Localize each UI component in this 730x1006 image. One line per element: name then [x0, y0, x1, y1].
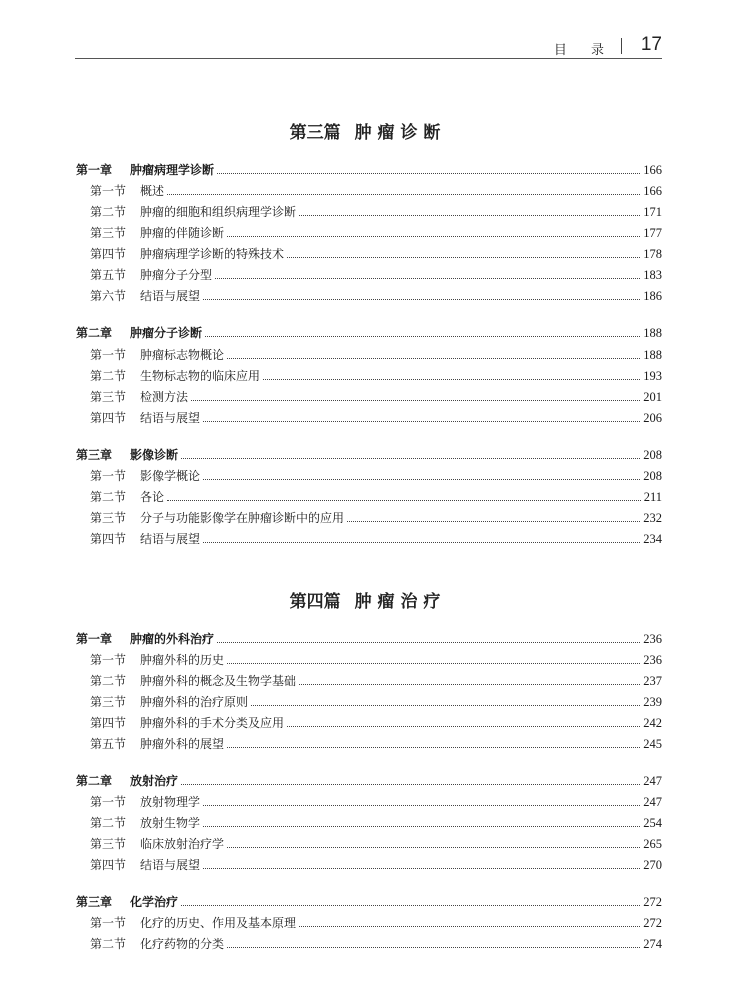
chapter-number: 第二章	[76, 326, 113, 340]
section-number: 第六节	[90, 289, 127, 303]
section-title: 生物标志物的临床应用	[140, 369, 261, 383]
section-title: 各论	[140, 490, 165, 504]
dot-leader	[263, 379, 640, 380]
page-number: 245	[643, 737, 662, 751]
section-title: 化疗的历史、作用及基本原理	[140, 916, 297, 930]
toc-chapter[interactable]	[76, 627, 662, 647]
toc-chapter[interactable]	[76, 321, 662, 341]
page-number: 236	[643, 653, 662, 667]
section-title: 概述	[140, 184, 165, 198]
page-header	[75, 30, 662, 59]
section-number: 第二节	[90, 369, 127, 383]
dot-leader	[215, 278, 640, 279]
dot-leader	[227, 358, 640, 359]
dot-leader	[227, 663, 640, 664]
toc-section[interactable]	[90, 690, 662, 710]
section-number: 第四节	[90, 716, 127, 730]
section-number: 第三节	[90, 695, 127, 709]
toc-section[interactable]	[90, 711, 662, 731]
chapter-number: 第一章	[76, 163, 113, 177]
toc-section[interactable]	[90, 832, 662, 852]
section-number: 第一节	[90, 916, 127, 930]
page-number: 236	[643, 632, 662, 646]
section-number: 第二节	[90, 490, 127, 504]
section-number: 第一节	[90, 469, 127, 483]
page-number: 265	[643, 837, 662, 851]
part-number: 第四篇	[289, 592, 341, 612]
section-number: 第四节	[90, 411, 127, 425]
section-title: 肿瘤外科的概念及生物学基础	[140, 674, 297, 688]
page-number: 211	[643, 490, 662, 504]
dot-leader	[203, 479, 640, 480]
section-number: 第二节	[90, 937, 127, 951]
page-number: 254	[643, 816, 662, 830]
dot-leader	[287, 257, 640, 258]
section-number: 第三节	[90, 390, 127, 404]
page-number: 186	[643, 289, 662, 303]
toc-section[interactable]	[90, 343, 662, 363]
dot-leader	[347, 521, 640, 522]
page-number: 183	[643, 268, 662, 282]
header-title: 目 录	[553, 43, 614, 58]
section-title: 肿瘤的伴随诊断	[140, 226, 225, 240]
dot-leader	[203, 299, 640, 300]
toc-section[interactable]	[90, 364, 662, 384]
toc-section[interactable]	[90, 506, 662, 526]
page-number: 193	[643, 369, 662, 383]
section-title: 结语与展望	[140, 532, 201, 546]
section-number: 第三节	[90, 226, 127, 240]
part-title	[0, 118, 730, 143]
section-number: 第一节	[90, 348, 127, 362]
page-number: 272	[643, 895, 662, 909]
section-number: 第一节	[90, 184, 127, 198]
toc-section[interactable]	[90, 464, 662, 484]
page-number: 242	[643, 716, 662, 730]
dot-leader	[167, 500, 641, 501]
section-title: 放射物理学	[140, 795, 201, 809]
part-name: 肿 瘤 治 疗	[354, 592, 441, 612]
dot-leader	[227, 847, 640, 848]
toc-section[interactable]	[90, 263, 662, 283]
dot-leader	[203, 826, 640, 827]
dot-leader	[181, 905, 640, 906]
toc-section[interactable]	[90, 242, 662, 262]
header-divider	[621, 38, 622, 54]
section-number: 第三节	[90, 837, 127, 851]
page-number: 201	[643, 390, 662, 404]
page-number: 178	[643, 247, 662, 261]
dot-leader	[181, 784, 640, 785]
section-title: 分子与功能影像学在肿瘤诊断中的应用	[140, 511, 345, 525]
chapter-title: 肿瘤病理学诊断	[130, 163, 215, 177]
section-number: 第五节	[90, 268, 127, 282]
page-number: 247	[643, 774, 662, 788]
page-number: 232	[643, 511, 662, 525]
page-number: 272	[643, 916, 662, 930]
chapter-title: 影像诊断	[130, 448, 179, 462]
page-number: 166	[643, 184, 662, 198]
section-title: 肿瘤标志物概论	[140, 348, 225, 362]
section-title: 肿瘤的细胞和组织病理学诊断	[140, 205, 297, 219]
section-number: 第四节	[90, 247, 127, 261]
page-number: 206	[643, 411, 662, 425]
dot-leader	[181, 458, 640, 459]
section-title: 肿瘤病理学诊断的特殊技术	[140, 247, 285, 261]
page-number: 208	[643, 448, 662, 462]
section-number: 第五节	[90, 737, 127, 751]
section-title: 结语与展望	[140, 411, 201, 425]
page-number: 237	[643, 674, 662, 688]
dot-leader	[287, 726, 640, 727]
dot-leader	[299, 684, 640, 685]
page-number: 274	[643, 937, 662, 951]
dot-leader	[299, 926, 640, 927]
toc-section[interactable]	[90, 911, 662, 931]
section-number: 第四节	[90, 532, 127, 546]
section-title: 肿瘤外科的展望	[140, 737, 225, 751]
toc-section[interactable]	[90, 485, 662, 505]
header-page-number: 17	[640, 34, 662, 55]
toc-section[interactable]	[90, 669, 662, 689]
toc-section[interactable]	[90, 790, 662, 810]
chapter-title: 肿瘤分子诊断	[130, 326, 203, 340]
toc-chapter[interactable]	[76, 158, 662, 178]
chapter-number: 第二章	[76, 774, 113, 788]
toc-section[interactable]	[90, 932, 662, 952]
page-number: 188	[643, 348, 662, 362]
chapter-title: 放射治疗	[130, 774, 179, 788]
dot-leader	[227, 747, 640, 748]
section-title: 肿瘤外科的历史	[140, 653, 225, 667]
toc-section[interactable]	[90, 406, 662, 426]
page-number: 171	[643, 205, 662, 219]
toc-chapter[interactable]	[76, 890, 662, 910]
dot-leader	[205, 336, 640, 337]
dot-leader	[203, 868, 640, 869]
page-number: 166	[643, 163, 662, 177]
dot-leader	[217, 642, 640, 643]
page-number: 208	[643, 469, 662, 483]
page-number: 188	[643, 326, 662, 340]
toc-section[interactable]	[90, 811, 662, 831]
page-number: 239	[643, 695, 662, 709]
section-title: 肿瘤外科的手术分类及应用	[140, 716, 285, 730]
section-number: 第一节	[90, 795, 127, 809]
toc-section[interactable]	[90, 527, 662, 547]
page-number: 234	[643, 532, 662, 546]
chapter-number: 第一章	[76, 632, 113, 646]
section-title: 结语与展望	[140, 289, 201, 303]
toc-section[interactable]	[90, 385, 662, 405]
toc-section[interactable]	[90, 179, 662, 199]
dot-leader	[191, 400, 640, 401]
chapter-number: 第三章	[76, 895, 113, 909]
part-number: 第三篇	[289, 123, 341, 143]
section-number: 第二节	[90, 205, 127, 219]
section-title: 临床放射治疗学	[140, 837, 225, 851]
dot-leader	[227, 236, 640, 237]
toc-section[interactable]	[90, 853, 662, 873]
dot-leader	[299, 215, 640, 216]
section-title: 化疗药物的分类	[140, 937, 225, 951]
section-number: 第四节	[90, 858, 127, 872]
chapter-title: 肿瘤的外科治疗	[130, 632, 215, 646]
dot-leader	[203, 805, 640, 806]
section-title: 肿瘤外科的治疗原则	[140, 695, 249, 709]
toc-section[interactable]	[90, 200, 662, 220]
toc-chapter[interactable]	[76, 443, 662, 463]
dot-leader	[227, 947, 640, 948]
toc-section[interactable]	[90, 648, 662, 668]
dot-leader	[251, 705, 640, 706]
page-number: 270	[643, 858, 662, 872]
section-number: 第二节	[90, 674, 127, 688]
part-name: 肿 瘤 诊 断	[354, 123, 441, 143]
dot-leader	[167, 194, 640, 195]
section-number: 第一节	[90, 653, 127, 667]
dot-leader	[203, 542, 640, 543]
chapter-title: 化学治疗	[130, 895, 179, 909]
section-title: 放射生物学	[140, 816, 201, 830]
dot-leader	[203, 421, 640, 422]
toc-chapter[interactable]	[76, 769, 662, 789]
section-title: 结语与展望	[140, 858, 201, 872]
chapter-number: 第三章	[76, 448, 113, 462]
section-title: 检测方法	[140, 390, 189, 404]
page-number: 247	[643, 795, 662, 809]
section-number: 第二节	[90, 816, 127, 830]
toc-section[interactable]	[90, 284, 662, 304]
section-title: 影像学概论	[140, 469, 201, 483]
toc-section[interactable]	[90, 732, 662, 752]
toc-section[interactable]	[90, 221, 662, 241]
dot-leader	[217, 173, 640, 174]
section-number: 第三节	[90, 511, 127, 525]
page-number: 177	[643, 226, 662, 240]
part-title	[0, 587, 730, 612]
section-title: 肿瘤分子分型	[140, 268, 213, 282]
